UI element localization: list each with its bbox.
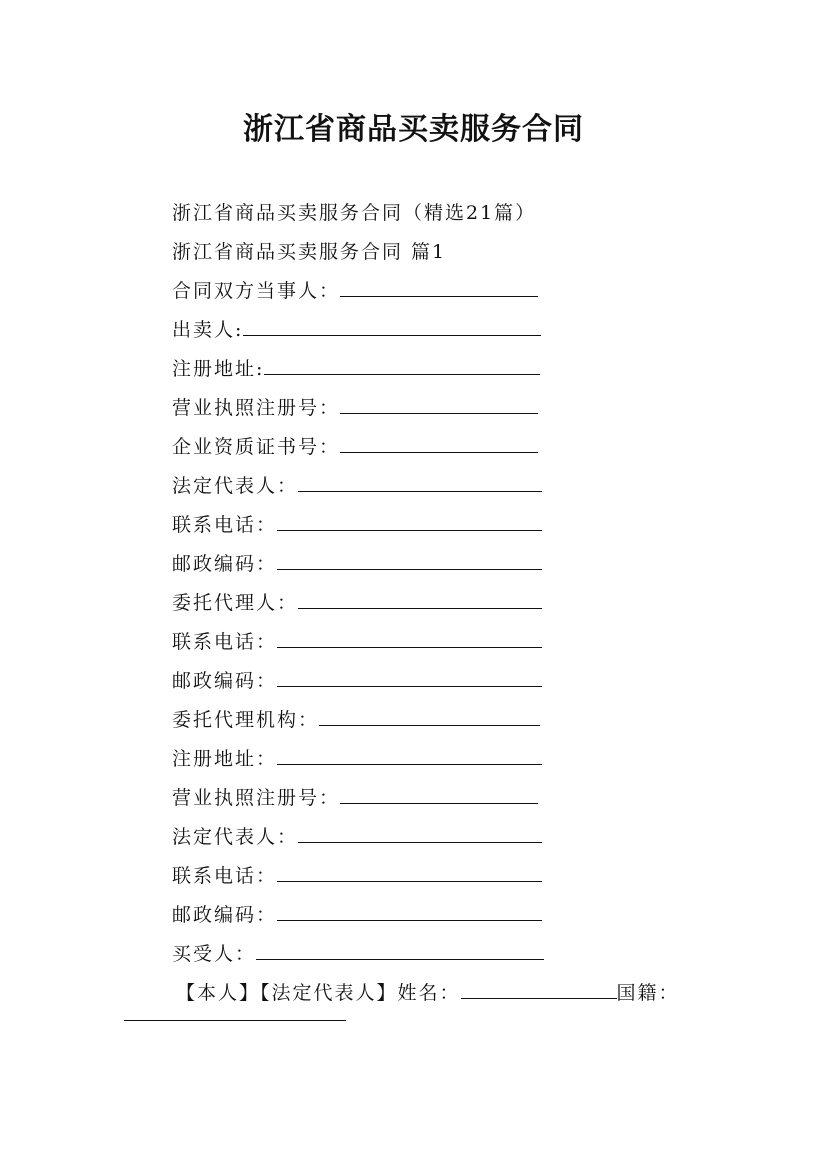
fill-in-blank[interactable]: [298, 469, 542, 492]
field-line: [172, 818, 732, 857]
field-label: 邮政编码：: [172, 904, 278, 926]
fill-in-blank[interactable]: [298, 586, 542, 609]
fill-in-blank[interactable]: [277, 664, 542, 687]
collection-heading: 浙江省商品买卖服务合同（精选21篇）: [172, 202, 537, 224]
name-blank[interactable]: [461, 976, 617, 999]
field-label: 法定代表人：: [172, 826, 299, 848]
field-label: 营业执照注册号：: [172, 787, 341, 809]
field-label: 出卖人:: [172, 319, 244, 341]
field-line: [172, 623, 732, 662]
nationality-label: 国籍：: [616, 982, 680, 1004]
fill-in-blank[interactable]: [340, 430, 538, 453]
field-label: 联系电话：: [172, 631, 278, 653]
fill-in-blank[interactable]: [264, 352, 540, 375]
fill-in-blank[interactable]: [277, 742, 542, 765]
field-label: 邮政编码：: [172, 553, 278, 575]
fill-in-blank[interactable]: [256, 937, 544, 960]
field-line: [172, 857, 732, 896]
fill-in-blank[interactable]: [298, 820, 542, 843]
field-line: [172, 740, 732, 779]
field-label: 联系电话：: [172, 865, 278, 887]
field-label: 营业执照注册号：: [172, 397, 341, 419]
fill-in-blank[interactable]: [277, 898, 542, 921]
field-line: [172, 506, 732, 545]
field-label: 注册地址：: [172, 748, 278, 770]
fill-in-blank[interactable]: [277, 625, 542, 648]
field-label: 邮政编码：: [172, 670, 278, 692]
field-label: 合同双方当事人：: [172, 280, 341, 302]
field-label: 法定代表人：: [172, 475, 299, 497]
buyer-role-label: 【本人】【法定代表人】姓名：: [176, 982, 461, 1004]
fill-in-blank[interactable]: [340, 274, 538, 297]
field-line: [172, 350, 732, 389]
article-heading: 浙江省商品买卖服务合同 篇1: [172, 241, 447, 263]
fill-in-blank[interactable]: [340, 781, 538, 804]
fill-in-blank[interactable]: [277, 547, 542, 570]
field-line: [172, 584, 732, 623]
contract-body: [172, 194, 732, 1013]
field-line: [172, 935, 732, 974]
fill-in-blank[interactable]: [340, 391, 538, 414]
field-line: [172, 701, 732, 740]
field-label: 委托代理机构：: [172, 709, 320, 731]
field-label: 企业资质证书号：: [172, 436, 341, 458]
field-line: [172, 467, 732, 506]
field-label: 买受人：: [172, 943, 257, 965]
buyer-name-line: [176, 974, 732, 1013]
field-line: [172, 662, 732, 701]
field-label: 委托代理人：: [172, 592, 299, 614]
field-line: [172, 428, 732, 467]
field-line: [172, 896, 732, 935]
nationality-blank[interactable]: [124, 1020, 346, 1021]
fill-in-blank[interactable]: [243, 313, 541, 336]
field-line: [172, 272, 732, 311]
field-label: 注册地址:: [172, 358, 265, 380]
fill-in-blank[interactable]: [319, 703, 540, 726]
field-line: [172, 311, 732, 350]
field-line: [172, 389, 732, 428]
document-title: 浙江省商品买卖服务合同: [243, 112, 584, 147]
fill-in-blank[interactable]: [277, 508, 542, 531]
field-line: [172, 545, 732, 584]
field-label: 联系电话：: [172, 514, 278, 536]
field-line: [172, 779, 732, 818]
fill-in-blank[interactable]: [277, 859, 542, 882]
